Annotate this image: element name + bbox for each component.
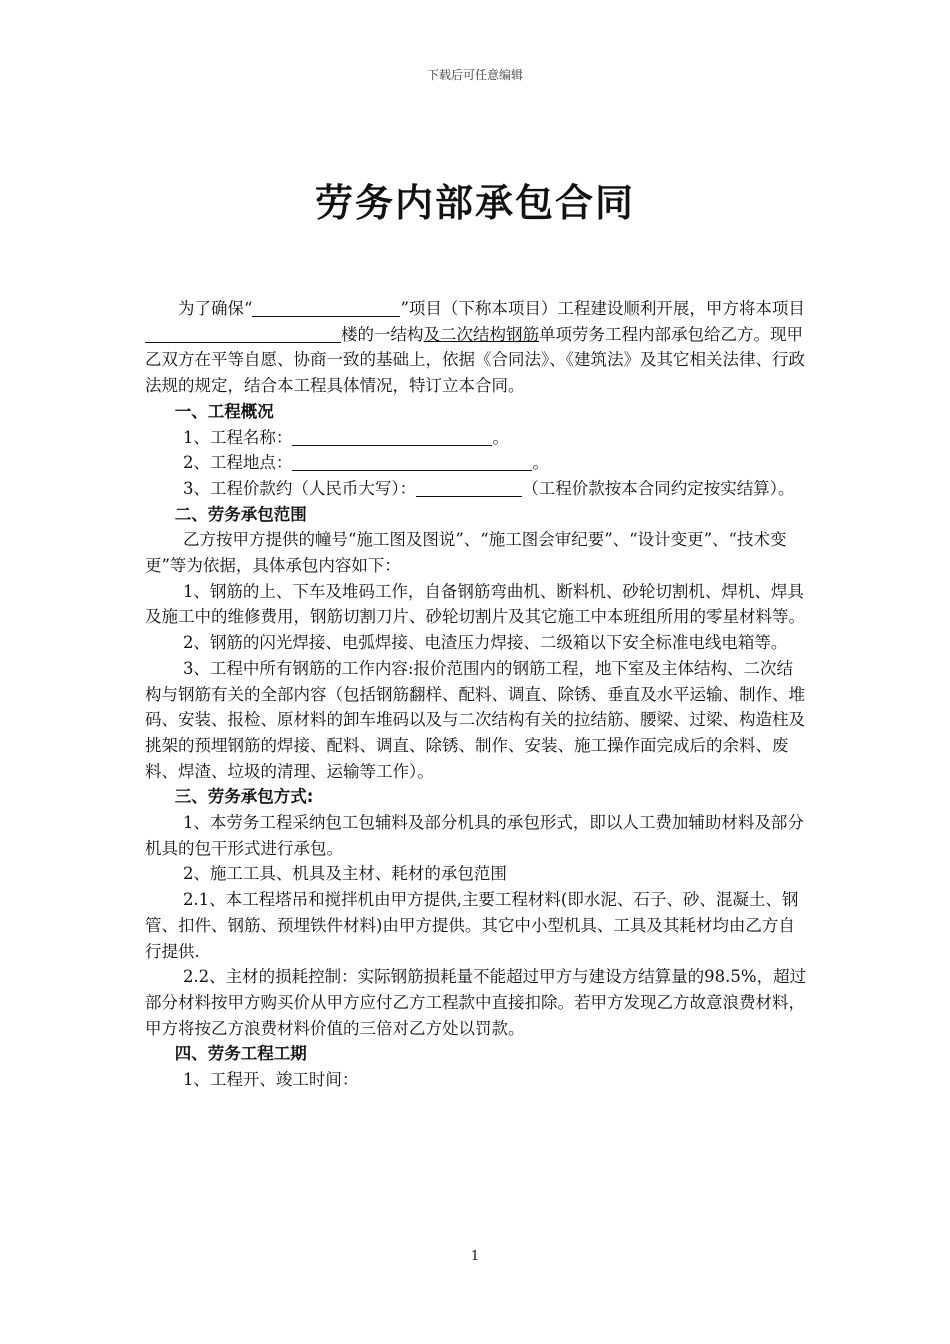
project-location-line bbox=[145, 450, 809, 476]
section-2-heading: 二、劳务承包范围 bbox=[174, 504, 307, 524]
section-3-item-2-1: 2.1、本工程塔吊和搅拌机由甲方提供,主要工程材料(即水泥、石子、砂、混凝土、钢管、扣件、钢筋、预埋铁件材料)由甲方提供。其它中小型机具、工具及其耗材均由乙方自行提供. bbox=[145, 890, 799, 961]
intro-text-4: 单项劳务工程内部承包给乙方。现甲乙双方在平等自愿、协商一致的基础上，依据《合同法》、《建筑法》及其它相关法律、行政法规的规定，结合本工程具体情况，特订立本合同。 bbox=[145, 324, 805, 396]
intro-text-1: 为了确保“ bbox=[178, 299, 253, 318]
project-location-end: 。 bbox=[532, 453, 549, 473]
section-3-item-2: 2、施工工具、机具及主材、耗材的承包范围 bbox=[182, 864, 507, 884]
document-title: 劳务内部承包合同 bbox=[314, 181, 635, 225]
section-2-intro: 乙方按甲方提供的幢号“施工图及图说”、“施工图会审纪要”、“设计变更”、“技术变更”等为依据，具体承包内容如下： bbox=[145, 530, 787, 576]
section-2-item-2: 2、钢筋的闪光焊接、电弧焊接、电渣压力焊接、二级箱以下安全标准电线电箱等。 bbox=[182, 633, 788, 653]
project-name-end: 。 bbox=[492, 427, 509, 447]
section-4-item-1: 1、工程开、竣工时间： bbox=[182, 1070, 359, 1090]
section-2-item-3: 3、工程中所有钢筋的工作内容:报价范围内的钢筋工程，地下室及主体结构、二次结构与钢筋有关的全部内容（包括钢筋翻样、配料、调直、除锈、垂直及水平运输、制作、堆码、安装、报检、原材料的卸车堆码以及与二次结构有关的拉结筋、腰梁、过梁、构造柱及挑架的预埋钢筋的焊接、配料、调直、除锈、制作、安装、施工操作面完成后的余料、废料、焊渣、垃圾的清理、运输等工作）。 bbox=[145, 658, 805, 781]
project-name-label: 1、工程名称： bbox=[182, 427, 293, 447]
intro-text-2: ”项目（下称本项目）工程建设顺利开展，甲方将本项目 bbox=[400, 299, 805, 318]
project-location-label: 2、工程地点： bbox=[182, 453, 293, 473]
building-blank bbox=[145, 324, 341, 343]
document-body bbox=[145, 296, 809, 1093]
section-3-heading: 三、劳务承包方式: bbox=[174, 787, 314, 807]
section-2-item-1: 1、钢筋的上、下车及堆码工作，自备钢筋弯曲机、断料机、砂轮切割机、焊机、焊具及施工中的维修费用，钢筋切割刀片、砂轮切割片及其它施工中本班组所用的零星材料等。 bbox=[145, 581, 805, 627]
project-price-tail: （工程价款按本合同约定按实结算）。 bbox=[522, 478, 795, 498]
project-location-field bbox=[292, 452, 532, 471]
section-3-item-2-2: 2.2、主材的损耗控制：实际钢筋损耗量不能超过甲方与建设方结算量的98.5%，超过部分材料按甲方购买价从甲方应付乙方工程款中直接扣除。若甲方发现乙方故意浪费材料，甲方将按乙方浪费材料价值的三倍对乙方处以罚款。 bbox=[145, 967, 807, 1038]
page-number: 1 bbox=[470, 1249, 480, 1264]
intro-paragraph bbox=[145, 296, 809, 399]
project-price-label: 3、工程价款约（人民币大写）： bbox=[182, 478, 417, 498]
project-price-field bbox=[416, 478, 522, 497]
project-name-field bbox=[292, 427, 492, 446]
section-3-item-1: 1、本劳务工程采纳包工包辅料及部分机具的承包形式，即以人工费加辅助材料及部分机具的包干形式进行承包。 bbox=[145, 813, 804, 858]
project-name-blank bbox=[252, 298, 400, 317]
intro-text-3: 楼的一结构 bbox=[341, 324, 424, 344]
section-4-heading: 四、劳务工程工期 bbox=[174, 1044, 307, 1064]
intro-underlined-text: 及二次结构钢筋 bbox=[423, 324, 539, 344]
page-header: 下载后可任意编辑 bbox=[426, 68, 523, 82]
section-1-heading: 一、工程概况 bbox=[174, 401, 274, 421]
project-name-line bbox=[145, 425, 809, 451]
project-price-line bbox=[145, 476, 809, 502]
